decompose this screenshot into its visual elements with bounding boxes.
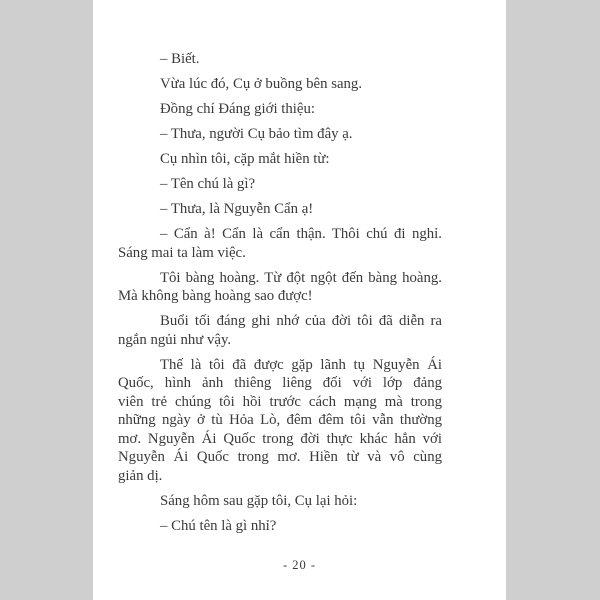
- page-number: - 20 -: [282, 558, 317, 572]
- text-line: – Thưa, người Cụ bảo tìm đây ạ.: [160, 126, 353, 142]
- backdrop-strip-right: [506, 0, 600, 600]
- text-line: ngắn ngủi như vậy.: [118, 331, 232, 348]
- paragraph-dialogue: [118, 125, 442, 144]
- paragraph-dialogue: [118, 225, 442, 262]
- text-line: viên trẻ chúng tôi hồi trước cách mạng mà trong: [118, 393, 442, 410]
- text-line: Sáng hôm sau gặp tôi, Cụ lại hỏi:: [160, 492, 358, 509]
- paragraph-narration: [118, 75, 442, 94]
- text-line: – Thưa, là Nguyễn Cẩn ạ!: [160, 201, 314, 217]
- text-line: Vừa lúc đó, Cụ ở buồng bên sang.: [160, 76, 363, 92]
- page-text: [118, 50, 442, 535]
- paragraph-narration: [118, 492, 442, 511]
- paragraph-narration: [118, 312, 442, 349]
- paragraph-narration: [118, 100, 442, 119]
- text-line: Thế là tôi đã được gặp lãnh tụ Nguyễn Ái: [160, 356, 442, 373]
- paragraph-narration: [118, 356, 442, 486]
- text-line: Đồng chí Đáng giới thiệu:: [160, 101, 315, 117]
- paragraph-narration: [118, 269, 442, 306]
- text-line: Sáng mai ta làm việc.: [118, 244, 246, 261]
- paragraph-dialogue: [118, 200, 442, 219]
- text-line: Quốc, hình ảnh thiêng liêng đối với lớp đảng: [118, 375, 442, 391]
- text-line: Tôi bàng hoàng. Từ đột ngột đến bàng hoàng.: [160, 269, 442, 286]
- book-page: [93, 0, 506, 600]
- paragraph-dialogue: [118, 175, 442, 194]
- text-line: – Cẩn à! Cẩn là cẩn thận. Thôi chú đi nghỉ.: [160, 226, 442, 242]
- text-line: Nguyễn Ái Quốc trong mơ. Hiền từ và vô cùng: [118, 449, 442, 465]
- paragraph-narration: [118, 150, 442, 169]
- text-line: mơ. Nguyễn Ái Quốc trong đời thực khác hẳn với: [118, 430, 442, 447]
- text-line: – Chú tên là gì nhỉ?: [160, 517, 277, 534]
- text-line: Cụ nhìn tôi, cặp mắt hiền từ:: [160, 151, 330, 167]
- backdrop-strip-left: [0, 0, 93, 600]
- paragraph-dialogue: [118, 517, 442, 536]
- text-line: – Biết.: [160, 51, 200, 67]
- text-line: giản dị.: [118, 467, 163, 484]
- text-line: Buổi tối đáng ghi nhớ của đời tôi đã diễn ra: [160, 313, 442, 329]
- text-line: Mà không bàng hoàng sao được!: [118, 288, 313, 304]
- paragraph-dialogue: [118, 50, 442, 69]
- text-line: những ngày ở tù Hỏa Lò, đêm đêm tôi vẫn thường: [118, 412, 442, 428]
- text-line: – Tên chú là gì?: [160, 176, 256, 192]
